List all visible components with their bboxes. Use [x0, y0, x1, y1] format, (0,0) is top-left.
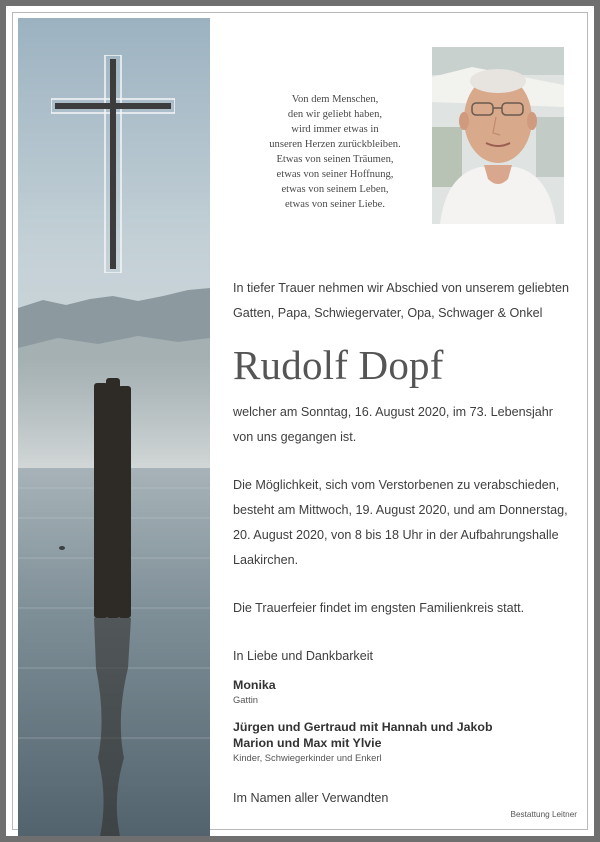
farewell-line-2: besteht am Mittwoch, 19. August 2020, und am Donnerstag, — [233, 503, 568, 517]
family-line-1: Jürgen und Gertraud mit Hannah und Jakob — [233, 720, 493, 734]
verse-line: Etwas von seinen Träumen, — [276, 154, 394, 165]
intro-line-1: In tiefer Trauer nehmen wir Abschied von unserem geliebten — [233, 281, 570, 295]
verse-line: etwas von seiner Hoffnung, — [276, 169, 394, 180]
intro-line-2: Gatten, Papa, Schwiegervater, Opa, Schwager & Onkel — [233, 306, 543, 320]
ceremony-line: Die Trauerfeier findet im engsten Familienkreis statt. — [233, 601, 525, 615]
farewell-line-4: Laakirchen. — [233, 553, 299, 567]
death-line-1: welcher am Sonntag, 16. August 2020, im 73. Lebensjahr — [233, 405, 553, 419]
obituary-text — [233, 276, 578, 811]
closing-line: In Liebe und Dankbarkeit — [233, 649, 374, 663]
farewell-line-1: Die Möglichkeit, sich vom Verstorbenen zu verabschieden, — [233, 478, 560, 492]
page-frame — [12, 12, 588, 830]
verse-line: Von dem Menschen, — [291, 94, 379, 105]
verse-line: etwas von seiner Liebe. — [284, 199, 385, 210]
family-role: Kinder, Schwiegerkinder und Enkerl — [233, 752, 382, 763]
deceased-name: Rudolf Dopf — [233, 342, 444, 388]
relatives-line: Im Namen aller Verwandten — [233, 791, 389, 805]
family-line-2: Marion und Max mit Ylvie — [233, 736, 382, 750]
verse-line: etwas von seinem Leben, — [281, 184, 389, 195]
farewell-line-3: 20. August 2020, von 8 bis 18 Uhr in der Aufbahrungshalle — [233, 528, 559, 542]
verse-line: unseren Herzen zurückbleiben. — [269, 139, 401, 150]
spouse-role: Gattin — [233, 694, 259, 705]
undertaker-credit: Bestattung Leitner — [510, 810, 577, 819]
spouse-name: Monika — [233, 678, 276, 692]
death-line-2: von uns gegangen ist. — [233, 430, 357, 444]
verse-line: wird immer etwas in — [291, 124, 379, 135]
portrait-photo — [432, 47, 564, 224]
cross-icon — [51, 55, 175, 273]
obituary-page — [6, 6, 594, 836]
verse-line: den wir geliebt haben, — [287, 109, 383, 120]
memorial-verse — [235, 92, 435, 212]
